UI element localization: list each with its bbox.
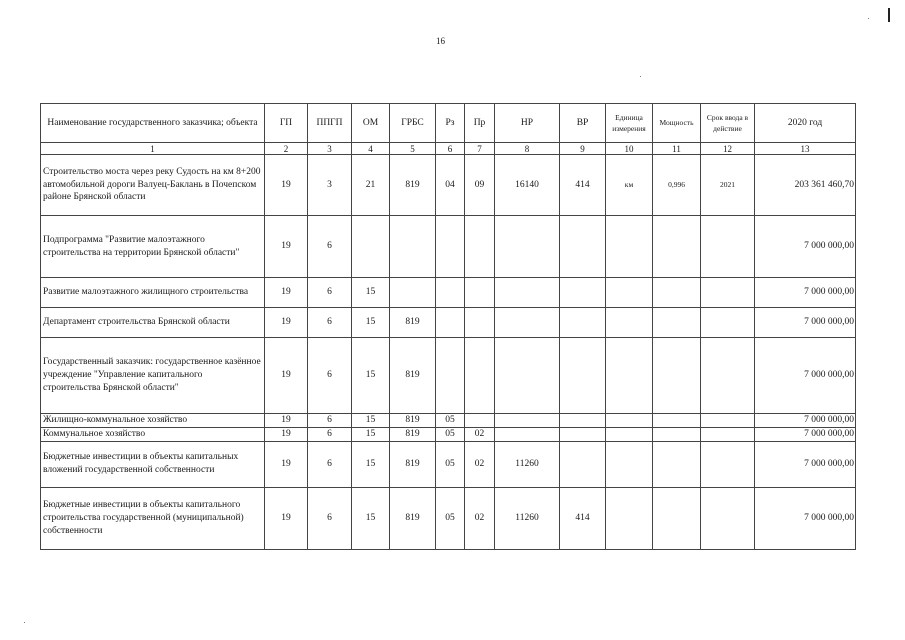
cell-term [701, 487, 755, 549]
cell-om: 21 [352, 155, 390, 216]
header-unit: Единица измерения [606, 104, 653, 143]
cell-unit: км [606, 155, 653, 216]
cell-term [701, 414, 755, 428]
cell-unit [606, 338, 653, 414]
header-year: 2020 год [755, 104, 856, 143]
cell-name: Подпрограмма "Развитие малоэтажного строительства на территории Брянской области" [41, 216, 265, 278]
cell-ppgp: 6 [308, 441, 352, 487]
header-pr: Пр [465, 104, 495, 143]
cell-vr [560, 427, 606, 441]
cell-amount: 7 000 000,00 [755, 216, 856, 278]
cell-name: Развитие малоэтажного жилищного строительства [41, 278, 265, 308]
cell-power [653, 278, 701, 308]
page-number: 16 [436, 36, 445, 46]
cell-grbs: 819 [390, 441, 436, 487]
table-row [41, 427, 856, 441]
cell-amount: 7 000 000,00 [755, 308, 856, 338]
cell-amount: 7 000 000,00 [755, 487, 856, 549]
header-om: ОМ [352, 104, 390, 143]
cell-nr [495, 278, 560, 308]
cell-name: Государственный заказчик: государственное казённое учреждение "Управление капитального строительства Брянской области" [41, 338, 265, 414]
cell-rz: 04 [436, 155, 465, 216]
cell-pr [465, 414, 495, 428]
cell-gp: 19 [265, 338, 308, 414]
column-number: 11 [653, 143, 701, 155]
cell-vr [560, 441, 606, 487]
cell-amount: 7 000 000,00 [755, 278, 856, 308]
cell-vr [560, 414, 606, 428]
column-number: 13 [755, 143, 856, 155]
cell-om: 15 [352, 441, 390, 487]
cell-grbs: 819 [390, 487, 436, 549]
cell-om: 15 [352, 278, 390, 308]
cell-gp: 19 [265, 487, 308, 549]
cell-amount: 7 000 000,00 [755, 427, 856, 441]
cell-unit [606, 216, 653, 278]
cell-gp: 19 [265, 216, 308, 278]
header-term: Срок ввода в действие [701, 104, 755, 143]
cell-rz: 05 [436, 487, 465, 549]
cell-nr: 16140 [495, 155, 560, 216]
column-number-row [41, 143, 856, 155]
cell-power [653, 308, 701, 338]
cell-unit [606, 487, 653, 549]
cell-power: 0,996 [653, 155, 701, 216]
cell-ppgp: 6 [308, 278, 352, 308]
cell-grbs: 819 [390, 414, 436, 428]
cell-grbs [390, 278, 436, 308]
cell-rz [436, 278, 465, 308]
cell-gp: 19 [265, 427, 308, 441]
cell-vr: 414 [560, 155, 606, 216]
cell-grbs: 819 [390, 308, 436, 338]
cell-pr [465, 216, 495, 278]
cell-om: 15 [352, 308, 390, 338]
cell-gp: 19 [265, 414, 308, 428]
cell-amount: 7 000 000,00 [755, 338, 856, 414]
cell-term [701, 441, 755, 487]
header-gp: ГП [265, 104, 308, 143]
cell-grbs: 819 [390, 155, 436, 216]
column-number: 3 [308, 143, 352, 155]
cell-unit [606, 427, 653, 441]
cell-name: Департамент строительства Брянской области [41, 308, 265, 338]
header-power: Мощность [653, 104, 701, 143]
cell-om: 15 [352, 414, 390, 428]
cell-power [653, 414, 701, 428]
column-number: 7 [465, 143, 495, 155]
table-row [41, 487, 856, 549]
cell-ppgp: 6 [308, 414, 352, 428]
column-number: 10 [606, 143, 653, 155]
cell-term [701, 338, 755, 414]
scan-dot [868, 18, 869, 19]
column-number: 8 [495, 143, 560, 155]
cell-power [653, 338, 701, 414]
cell-vr [560, 278, 606, 308]
cell-ppgp: 6 [308, 338, 352, 414]
cell-gp: 19 [265, 278, 308, 308]
cell-pr: 02 [465, 427, 495, 441]
column-number: 1 [41, 143, 265, 155]
cell-vr [560, 338, 606, 414]
cell-pr: 09 [465, 155, 495, 216]
table-row [41, 414, 856, 428]
cell-unit [606, 441, 653, 487]
cell-ppgp: 3 [308, 155, 352, 216]
cell-term [701, 216, 755, 278]
cell-pr [465, 308, 495, 338]
cell-term [701, 308, 755, 338]
cell-term [701, 427, 755, 441]
cell-term [701, 278, 755, 308]
cell-nr [495, 427, 560, 441]
cell-nr [495, 308, 560, 338]
column-number: 5 [390, 143, 436, 155]
header-grbs: ГРБС [390, 104, 436, 143]
cell-grbs: 819 [390, 427, 436, 441]
cell-vr [560, 216, 606, 278]
header-ppgp: ППГП [308, 104, 352, 143]
cell-power [653, 427, 701, 441]
header-vr: ВР [560, 104, 606, 143]
cell-pr: 02 [465, 487, 495, 549]
column-number: 12 [701, 143, 755, 155]
table-row [41, 338, 856, 414]
cell-name: Бюджетные инвестиции в объекты капитальных вложений государственной собственности [41, 441, 265, 487]
header-rz: Рз [436, 104, 465, 143]
table-row [41, 155, 856, 216]
column-number: 9 [560, 143, 606, 155]
cell-gp: 19 [265, 308, 308, 338]
header-row [41, 104, 856, 143]
column-number: 4 [352, 143, 390, 155]
cell-amount: 7 000 000,00 [755, 441, 856, 487]
scan-dot [24, 622, 25, 623]
cell-amount: 7 000 000,00 [755, 414, 856, 428]
table-row [41, 441, 856, 487]
cell-name: Строительство моста через реку Судость на км 8+200 автомобильной дороги Валуец-Баклань в Почепском районе Брянской области [41, 155, 265, 216]
cell-nr [495, 338, 560, 414]
cell-rz [436, 216, 465, 278]
header-name: Наименование государственного заказчика; объекта [41, 104, 265, 143]
cell-unit [606, 278, 653, 308]
table-row [41, 278, 856, 308]
cell-rz: 05 [436, 427, 465, 441]
cell-om [352, 216, 390, 278]
table-row [41, 308, 856, 338]
cell-grbs [390, 216, 436, 278]
table-row [41, 216, 856, 278]
cell-term: 2021 [701, 155, 755, 216]
cell-nr: 11260 [495, 487, 560, 549]
cell-name: Бюджетные инвестиции в объекты капитального строительства государственной (муниципальной) собственности [41, 487, 265, 549]
cell-ppgp: 6 [308, 427, 352, 441]
column-number: 6 [436, 143, 465, 155]
scan-dot [640, 76, 641, 77]
cell-nr [495, 216, 560, 278]
cell-pr [465, 338, 495, 414]
budget-table [40, 103, 856, 550]
cell-gp: 19 [265, 441, 308, 487]
cell-name: Жилищно-коммунальное хозяйство [41, 414, 265, 428]
cell-rz: 05 [436, 441, 465, 487]
cell-ppgp: 6 [308, 487, 352, 549]
cell-ppgp: 6 [308, 308, 352, 338]
header-nr: НР [495, 104, 560, 143]
cell-nr: 11260 [495, 441, 560, 487]
scan-mark [888, 8, 890, 22]
cell-pr [465, 278, 495, 308]
cell-power [653, 441, 701, 487]
cell-om: 15 [352, 338, 390, 414]
cell-grbs: 819 [390, 338, 436, 414]
cell-amount: 203 361 460,70 [755, 155, 856, 216]
cell-power [653, 216, 701, 278]
cell-vr: 414 [560, 487, 606, 549]
cell-om: 15 [352, 427, 390, 441]
cell-unit [606, 308, 653, 338]
column-number: 2 [265, 143, 308, 155]
cell-vr [560, 308, 606, 338]
cell-gp: 19 [265, 155, 308, 216]
cell-rz [436, 338, 465, 414]
cell-nr [495, 414, 560, 428]
cell-unit [606, 414, 653, 428]
cell-pr: 02 [465, 441, 495, 487]
cell-rz [436, 308, 465, 338]
cell-om: 15 [352, 487, 390, 549]
cell-ppgp: 6 [308, 216, 352, 278]
cell-name: Коммунальное хозяйство [41, 427, 265, 441]
cell-power [653, 487, 701, 549]
cell-rz: 05 [436, 414, 465, 428]
